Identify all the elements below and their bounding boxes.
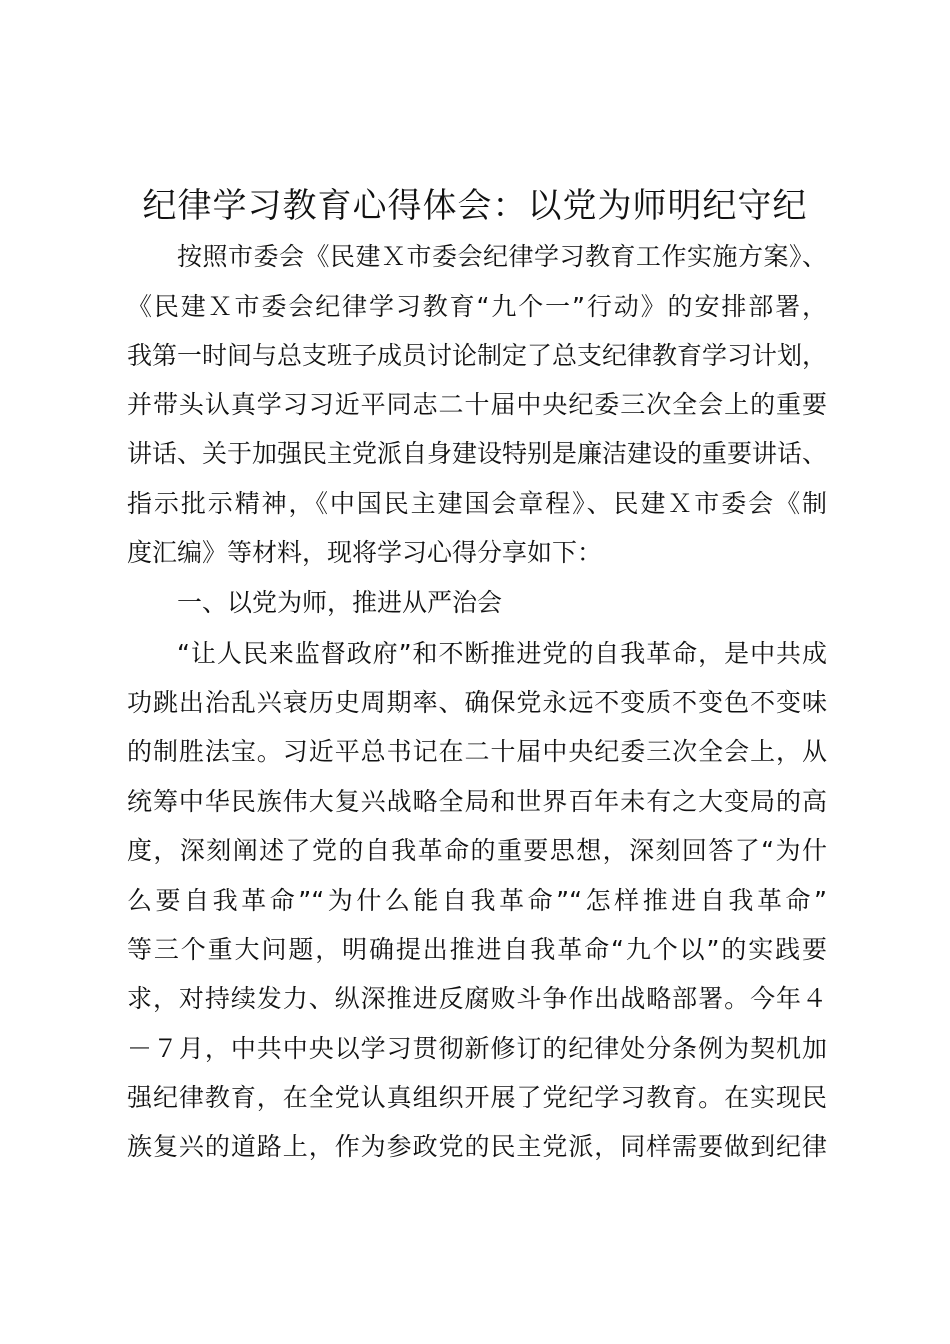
body-line: 统筹中华民族伟大复兴战略全局和世界百年未有之大变局的高 [127, 787, 827, 816]
body-line: 等三个重大问题，明确提出推进自我革命“九个以”的实践要 [127, 935, 827, 964]
document-title: 纪律学习教育心得体会：以党为师明纪守纪 [142, 186, 808, 226]
intro-line: 并带头认真学习习近平同志二十届中央纪委三次全会上的重要 [127, 390, 827, 419]
body-line: 度，深刻阐述了党的自我革命的重要思想，深刻回答了“为什 [127, 836, 827, 865]
body-line: 功跳出治乱兴衰历史周期率、确保党永远不变质不变色不变味 [127, 688, 827, 717]
body-line: －７月，中共中央以学习贯彻新修订的纪律处分条例为契机加 [127, 1034, 827, 1063]
body-line: 么要自我革命”“为什么能自我革命”“怎样推进自我革命” [127, 886, 827, 915]
intro-line: 指示批示精神，《中国民主建国会章程》、民建Ｘ市委会《制 [127, 489, 827, 518]
body-line: 求，对持续发力、纵深推进反腐败斗争作出战略部署。今年４ [127, 984, 827, 1013]
body-line: “让人民来监督政府”和不断推进党的自我革命，是中共成 [177, 639, 827, 668]
intro-line: 度汇编》等材料，现将学习心得分享如下： [127, 538, 603, 567]
intro-line: 按照市委会《民建Ｘ市委会纪律学习教育工作实施方案》、 [177, 242, 827, 271]
body-line: 的制胜法宝。习近平总书记在二十届中央纪委三次全会上，从 [127, 737, 827, 766]
section-heading: 一、以党为师，推进从严治会 [177, 588, 503, 617]
body-line: 强纪律教育，在全党认真组织开展了党纪学习教育。在实现民 [127, 1083, 827, 1112]
intro-line: 我第一时间与总支班子成员讨论制定了总支纪律教育学习计划， [127, 341, 828, 370]
body-line: 族复兴的道路上，作为参政党的民主党派，同样需要做到纪律 [127, 1132, 827, 1161]
intro-line: 《民建Ｘ市委会纪律学习教育“九个一”行动》的安排部署， [127, 292, 827, 321]
intro-line: 讲话、关于加强民主党派自身建设特别是廉洁建设的重要讲话、 [127, 439, 828, 468]
